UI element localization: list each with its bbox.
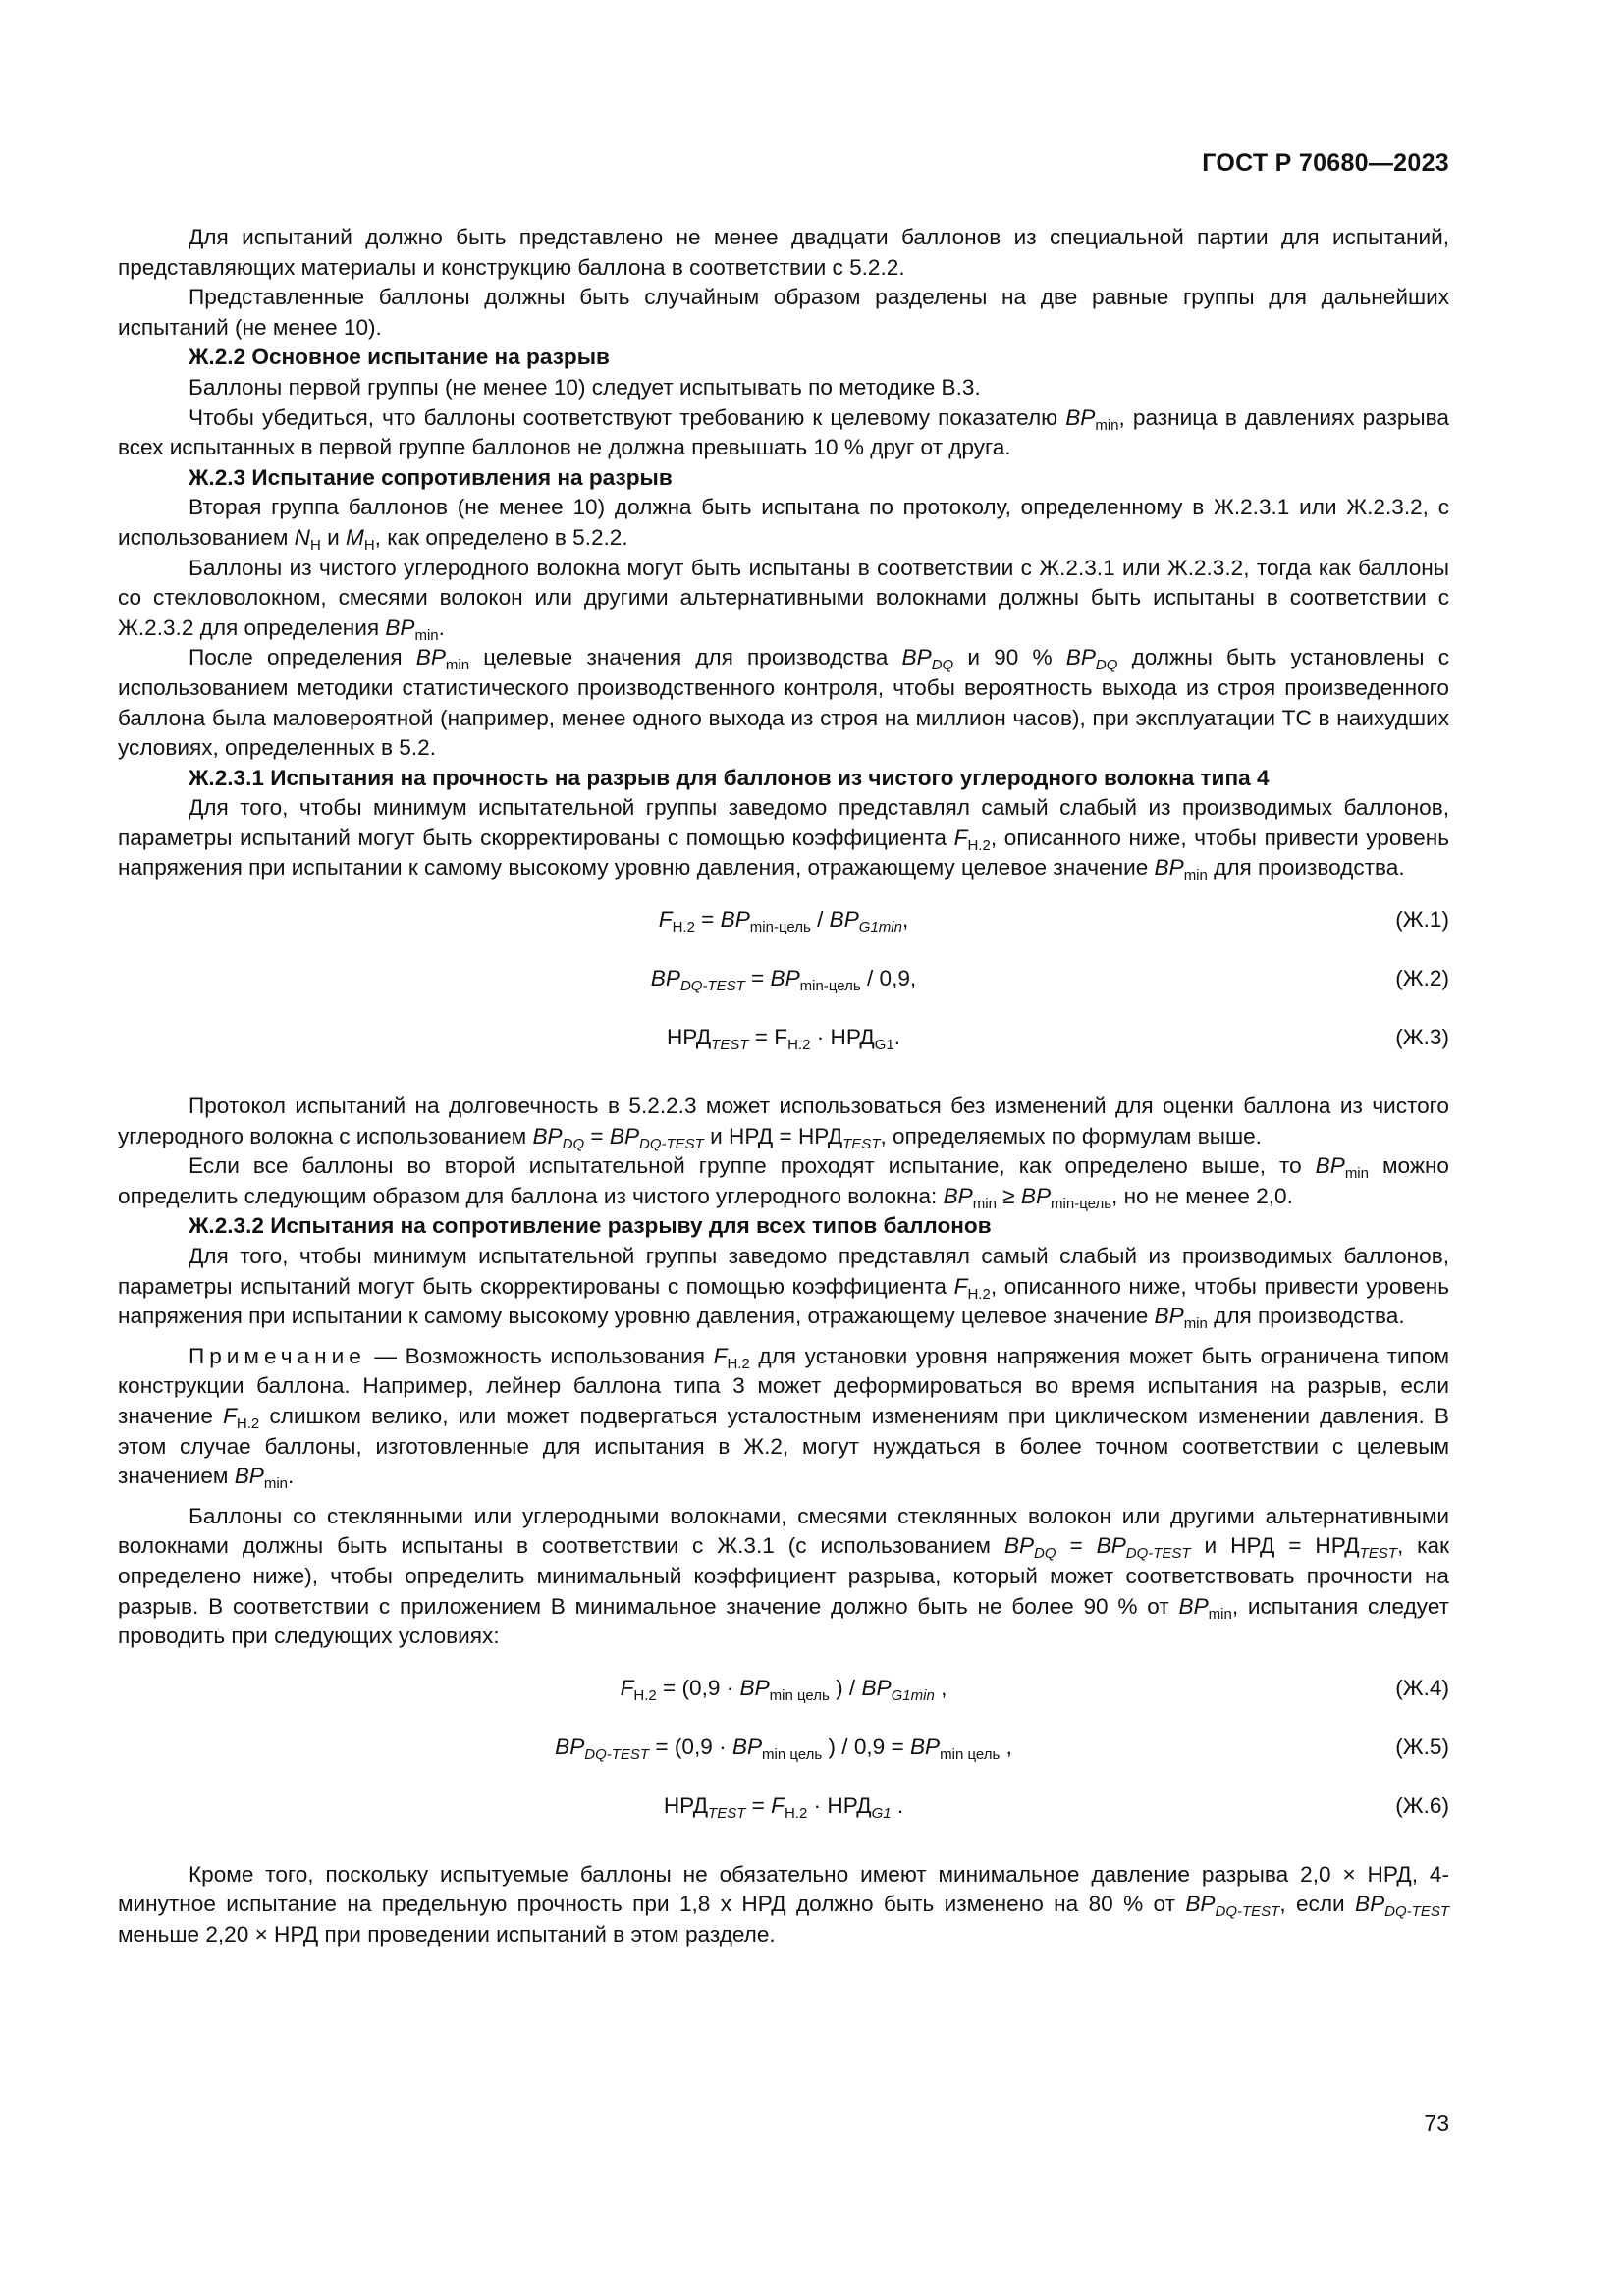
page-number: 73 (1424, 2110, 1449, 2136)
operator: = (0,9 · (656, 1675, 740, 1700)
paragraph (118, 283, 1449, 343)
symbol: F (713, 1343, 728, 1368)
symbol: BP (385, 614, 415, 640)
text: , как определено ниже), чтобы определить минимальный коэффициент разрыва, который может соответствовать прочности на разрыв. В соответствии с приложением В минимальное значение должно быть не более 90 % от (118, 1533, 1449, 1619)
subscript-text: DQ-TEST (679, 978, 745, 995)
text: , определяемых по формулам выше. (880, 1123, 1262, 1148)
symbol: BP (943, 1183, 973, 1208)
subscript (1360, 1545, 1397, 1562)
subscript (1384, 1903, 1449, 1920)
text: для установки уровня напряжения может быть ограничена типом конструкции баллона. Например, лейнер баллона типа 3 может деформироваться во время испытания на разрыв, если значение (118, 1343, 1449, 1428)
formula-number: (Ж.3) (1395, 1025, 1449, 1050)
note-paragraph (118, 1342, 1449, 1492)
operator: / (810, 907, 830, 933)
formula-number: (Ж.6) (1395, 1792, 1449, 1818)
symbol: BP (415, 645, 446, 670)
text: Для того, чтобы минимум испытательной группы заведомо представлял самый слабый из производимых баллонов, параметры испытаний могут быть скорректированы с помощью коэффициента (118, 1244, 1449, 1299)
subscript-text: DQ-TEST (584, 1745, 650, 1763)
formula (118, 964, 1449, 994)
paragraph (118, 793, 1449, 883)
symbol: BP (1065, 645, 1096, 670)
symbol: F (620, 1675, 634, 1700)
text: Для того, чтобы минимум испытательной группы заведомо представлял самый слабый из производимых баллонов, параметры испытаний могут быть скорректированы с помощью коэффициента (118, 795, 1449, 850)
subscript: G1 (874, 1037, 894, 1054)
operator: , (1000, 1734, 1012, 1759)
text: , но не менее 2,0. (1111, 1183, 1293, 1208)
symbol: BP (1065, 404, 1096, 430)
subscript: Н.2 (727, 1355, 750, 1372)
subscript (711, 1037, 748, 1053)
symbol: BP (532, 1123, 563, 1148)
subscript (680, 978, 745, 994)
symbol: BP (861, 1675, 892, 1700)
symbol: НРД (827, 1792, 872, 1818)
paragraph (118, 1502, 1449, 1652)
formula (118, 1023, 1449, 1053)
symbol: F (953, 825, 968, 850)
subscript-text: DQ (1034, 1545, 1056, 1563)
subscript (892, 1687, 935, 1704)
operator: = (694, 907, 721, 933)
symbol: M (346, 524, 364, 550)
symbol: BP (1185, 1892, 1216, 1917)
text: Чтобы убедиться, что баллоны соответствуют требованию к целевому показателю (189, 404, 1066, 430)
subscript: min цель (940, 1745, 1001, 1763)
subscript (1215, 1903, 1279, 1920)
subscript: min (1095, 416, 1119, 434)
symbol: BP (901, 645, 932, 670)
text: Вторая группа баллонов (не менее 10) должна быть испытана по протоколу, определенному в Ж.2.3.1 или Ж.2.3.2, с использованием (118, 495, 1449, 550)
text: Для испытаний должно быть представлено не менее двадцати баллонов из специальной партии для испытаний, представляющих материалы и конструкцию баллона в соответствии с 5.2.2. (118, 225, 1449, 280)
text: , описанного ниже, чтобы привести уровень напряжения при испытании к самому высокому уровню давления, отражающему целевое значение (118, 1273, 1449, 1329)
text: и 90 % (953, 645, 1066, 670)
subscript: min цель (762, 1745, 823, 1763)
section-heading: Ж.2.3.2 Испытания на сопротивление разрыву для всех типов баллонов (189, 1213, 992, 1239)
paragraph (118, 493, 1449, 553)
subscript: min (445, 657, 470, 674)
operator: · (807, 1792, 828, 1818)
subscript-text: DQ-TEST (1125, 1545, 1191, 1563)
subscript: Н (363, 536, 375, 554)
subscript: Н.2 (672, 919, 695, 936)
operator: = (748, 1025, 775, 1050)
formula-line (118, 1662, 1449, 1721)
subscript-text: G1 (871, 1804, 892, 1822)
operator: = (584, 1123, 610, 1148)
subscript-text: DQ (1095, 657, 1118, 674)
subscript: min (1183, 1315, 1208, 1333)
subscript-text: DQ (562, 1135, 585, 1152)
formula-line (118, 893, 1449, 952)
paragraph (118, 554, 1449, 644)
subscript-text: DQ-TEST (1384, 1903, 1450, 1921)
operator: · (810, 1025, 831, 1050)
operator: = (1056, 1533, 1097, 1559)
subscript: min-цель (1051, 1195, 1112, 1212)
subscript: Н.2 (784, 1804, 808, 1822)
text: должны быть установлены с использованием методики статистического производственного контроля, чтобы вероятность выхода из строя произведенного баллона была маловероятной (например, менее одного выхода из строя на миллион часов), при эксплуатации ТС в наихудших условиях, определенных в 5.2. (118, 645, 1450, 761)
text: , как определено в 5.2.2. (374, 524, 628, 550)
subscript (1034, 1545, 1056, 1562)
text: . (438, 614, 445, 640)
symbol: BP (555, 1734, 585, 1759)
symbol: F (223, 1404, 237, 1428)
subscript-text: TEST (842, 1135, 881, 1152)
text: . (288, 1464, 295, 1489)
operator: = (745, 1792, 772, 1818)
text: можно определить следующим образом для баллона из чистого углеродного волокна: (118, 1153, 1449, 1208)
paragraph (118, 1092, 1449, 1151)
operator: ) / (829, 1675, 862, 1700)
operator: ≥ (996, 1183, 1021, 1208)
subscript: min-цель (749, 919, 811, 936)
text: — Возможность использования (365, 1343, 714, 1368)
subscript-text: TEST (711, 1037, 749, 1054)
text: слишком велико, или может подвергаться усталостным изменениям при циклическом изменении давления. В этом случае баллоны, изготовленные для испытания в Ж.2, могут нуждаться в более точном соответствии с целевым значением (118, 1404, 1450, 1489)
subscript (708, 1805, 745, 1822)
text: Баллоны из чистого углеродного волокна могут быть испытаны в соответствии с Ж.2.3.1 или Ж.2.3.2, тогда как баллоны со стекловолокном, смесями волокон или другими альтернативными волокнами должны быть испытаны в соответствии с Ж.2.3.2 для определения (118, 555, 1449, 640)
formula-number: (Ж.2) (1395, 966, 1449, 991)
symbol: F (953, 1273, 968, 1299)
subscript: min (263, 1475, 289, 1493)
subscript: min (414, 626, 439, 644)
text: Баллоны со стеклянными или углеродными волокнами, смесями стеклянных волокон или другими альтернативными волокнами должны быть испытаны в соответствии с Ж.3.1 (с использованием (118, 1503, 1449, 1559)
formula (118, 905, 1449, 935)
text: Баллоны первой группы (не менее 10) следует испытывать по методике В.3. (189, 374, 981, 400)
document-code-header: ГОСТ Р 70680—2023 (1202, 149, 1449, 177)
subscript: Н.2 (967, 1285, 991, 1303)
formula-number: (Ж.5) (1395, 1734, 1449, 1759)
subscript: Н (309, 536, 321, 554)
subscript (932, 657, 954, 673)
subscript-text: TEST (708, 1804, 746, 1822)
subscript (563, 1136, 585, 1152)
text: меньше 2,20 × НРД при проведении испытаний в этом разделе. (118, 1921, 776, 1947)
text: Кроме того, поскольку испытуемые баллоны не обязательно имеют минимальное давление разрыва 2,0 × НРД, 4-минутное испытание на предельную прочность при 1,8 х НРД должно быть изменено на 80 % от (118, 1861, 1449, 1917)
page-body (118, 223, 1449, 1950)
symbol: BP (650, 966, 680, 991)
symbol: BP (609, 1123, 640, 1148)
symbol: BP (731, 1734, 763, 1759)
paragraph (118, 223, 1449, 283)
subscript-text: G1min (858, 919, 902, 936)
subscript: Н.2 (236, 1415, 260, 1432)
symbol: N (294, 524, 310, 550)
section-heading: Ж.2.3.1 Испытания на прочность на разрыв для баллонов из чистого углеродного волокна типа 4 (189, 765, 1270, 790)
text: для производства. (1207, 855, 1405, 881)
subscript (872, 1805, 892, 1822)
subscript: min (1208, 1605, 1232, 1623)
subscript-text: DQ-TEST (639, 1135, 704, 1152)
symbol: BP (1154, 855, 1184, 881)
section-heading: Ж.2.2 Основное испытание на разрыв (189, 345, 610, 370)
symbol: BP (1154, 1304, 1184, 1329)
paragraph (118, 1860, 1449, 1950)
formula (118, 1733, 1449, 1763)
text: , испытания следует проводить при следующих условиях: (118, 1593, 1449, 1649)
symbol: BP (909, 1734, 941, 1759)
subscript (859, 919, 902, 935)
subscript: Н.2 (967, 836, 991, 854)
symbol: BP (1020, 1183, 1052, 1208)
operator: = (0,9 · (649, 1734, 732, 1759)
text: и НРД = НРД (1190, 1533, 1360, 1559)
formula-line (118, 1011, 1449, 1070)
subscript-text: TEST (1359, 1545, 1397, 1563)
note-label: Примечание (189, 1343, 366, 1368)
subscript (842, 1136, 880, 1152)
text: Представленные баллоны должны быть случайным образом разделены на две равные группы для дальнейших испытаний (не менее 10). (118, 285, 1449, 340)
formula-line (118, 1780, 1449, 1839)
subscript: min (1344, 1165, 1369, 1183)
symbol: F (658, 907, 673, 933)
subscript: Н.2 (787, 1037, 811, 1054)
symbol: BP (1315, 1153, 1345, 1179)
subscript (584, 1746, 649, 1763)
subscript: Н.2 (633, 1686, 657, 1704)
symbol: F (774, 1025, 788, 1050)
formula-number: (Ж.4) (1395, 1675, 1449, 1700)
symbol: BP (1355, 1892, 1385, 1917)
text: Если все баллоны во второй испытательной группе проходят испытание, как определено выше, то (189, 1153, 1316, 1179)
text: , если (1279, 1892, 1356, 1917)
symbol: BP (739, 1675, 770, 1700)
paragraph (118, 403, 1449, 463)
subscript: min-цель (799, 978, 861, 995)
symbol: BP (1096, 1533, 1126, 1559)
operator: . (893, 1025, 900, 1050)
operator: ) / 0,9 = (822, 1734, 910, 1759)
symbol: НРД (830, 1025, 875, 1050)
operator: / 0,9, (860, 966, 917, 991)
section-heading: Ж.2.3 Испытание сопротивления на разрыв (189, 464, 673, 490)
subscript: min (972, 1195, 997, 1212)
symbol: НРД (666, 1025, 712, 1050)
subscript (1126, 1545, 1191, 1562)
symbol: BP (720, 907, 750, 933)
subscript-text: DQ-TEST (1215, 1903, 1280, 1921)
paragraph (118, 643, 1449, 763)
text: целевые значения для производства (469, 645, 902, 670)
operator: = (744, 966, 771, 991)
text: После определения (189, 645, 416, 670)
text: , описанного ниже, чтобы привести уровень напряжения при испытании к самому высокому уровню давления, отражающему целевое значение (118, 825, 1449, 881)
formula-line (118, 952, 1449, 1011)
subscript: min цель (769, 1686, 830, 1704)
paragraph (118, 1151, 1449, 1211)
paragraph (118, 373, 1449, 403)
subscript (639, 1136, 704, 1152)
symbol: F (771, 1792, 785, 1818)
symbol: BP (1003, 1533, 1035, 1559)
text: и НРД = НРД (703, 1123, 843, 1148)
text: , разница в давлениях разрыва всех испытанных в первой группе баллонов не должна превышать 10 % друг от друга. (118, 404, 1449, 460)
subscript: min (1183, 867, 1208, 884)
operator: , (901, 907, 909, 933)
subscript (1096, 657, 1118, 673)
text: Протокол испытаний на долговечность в 5.2.2.3 может использоваться без изменений для оценки баллона из чистого углеродного волокна с использованием (118, 1094, 1449, 1148)
symbol: BP (1178, 1593, 1209, 1619)
formula-line (118, 1721, 1449, 1780)
symbol: BP (770, 966, 800, 991)
subscript-text: DQ (931, 657, 954, 674)
operator: . (891, 1792, 904, 1818)
formula-number: (Ж.1) (1395, 907, 1449, 933)
subscript-text: G1min (891, 1686, 935, 1704)
operator: , (934, 1675, 947, 1700)
formula (118, 1674, 1449, 1704)
text: и (320, 524, 346, 550)
paragraph (118, 1242, 1449, 1332)
text: для производства. (1207, 1304, 1405, 1329)
symbol: BP (234, 1464, 264, 1489)
formula (118, 1791, 1449, 1822)
symbol: НРД (663, 1792, 709, 1818)
symbol: BP (829, 907, 859, 933)
